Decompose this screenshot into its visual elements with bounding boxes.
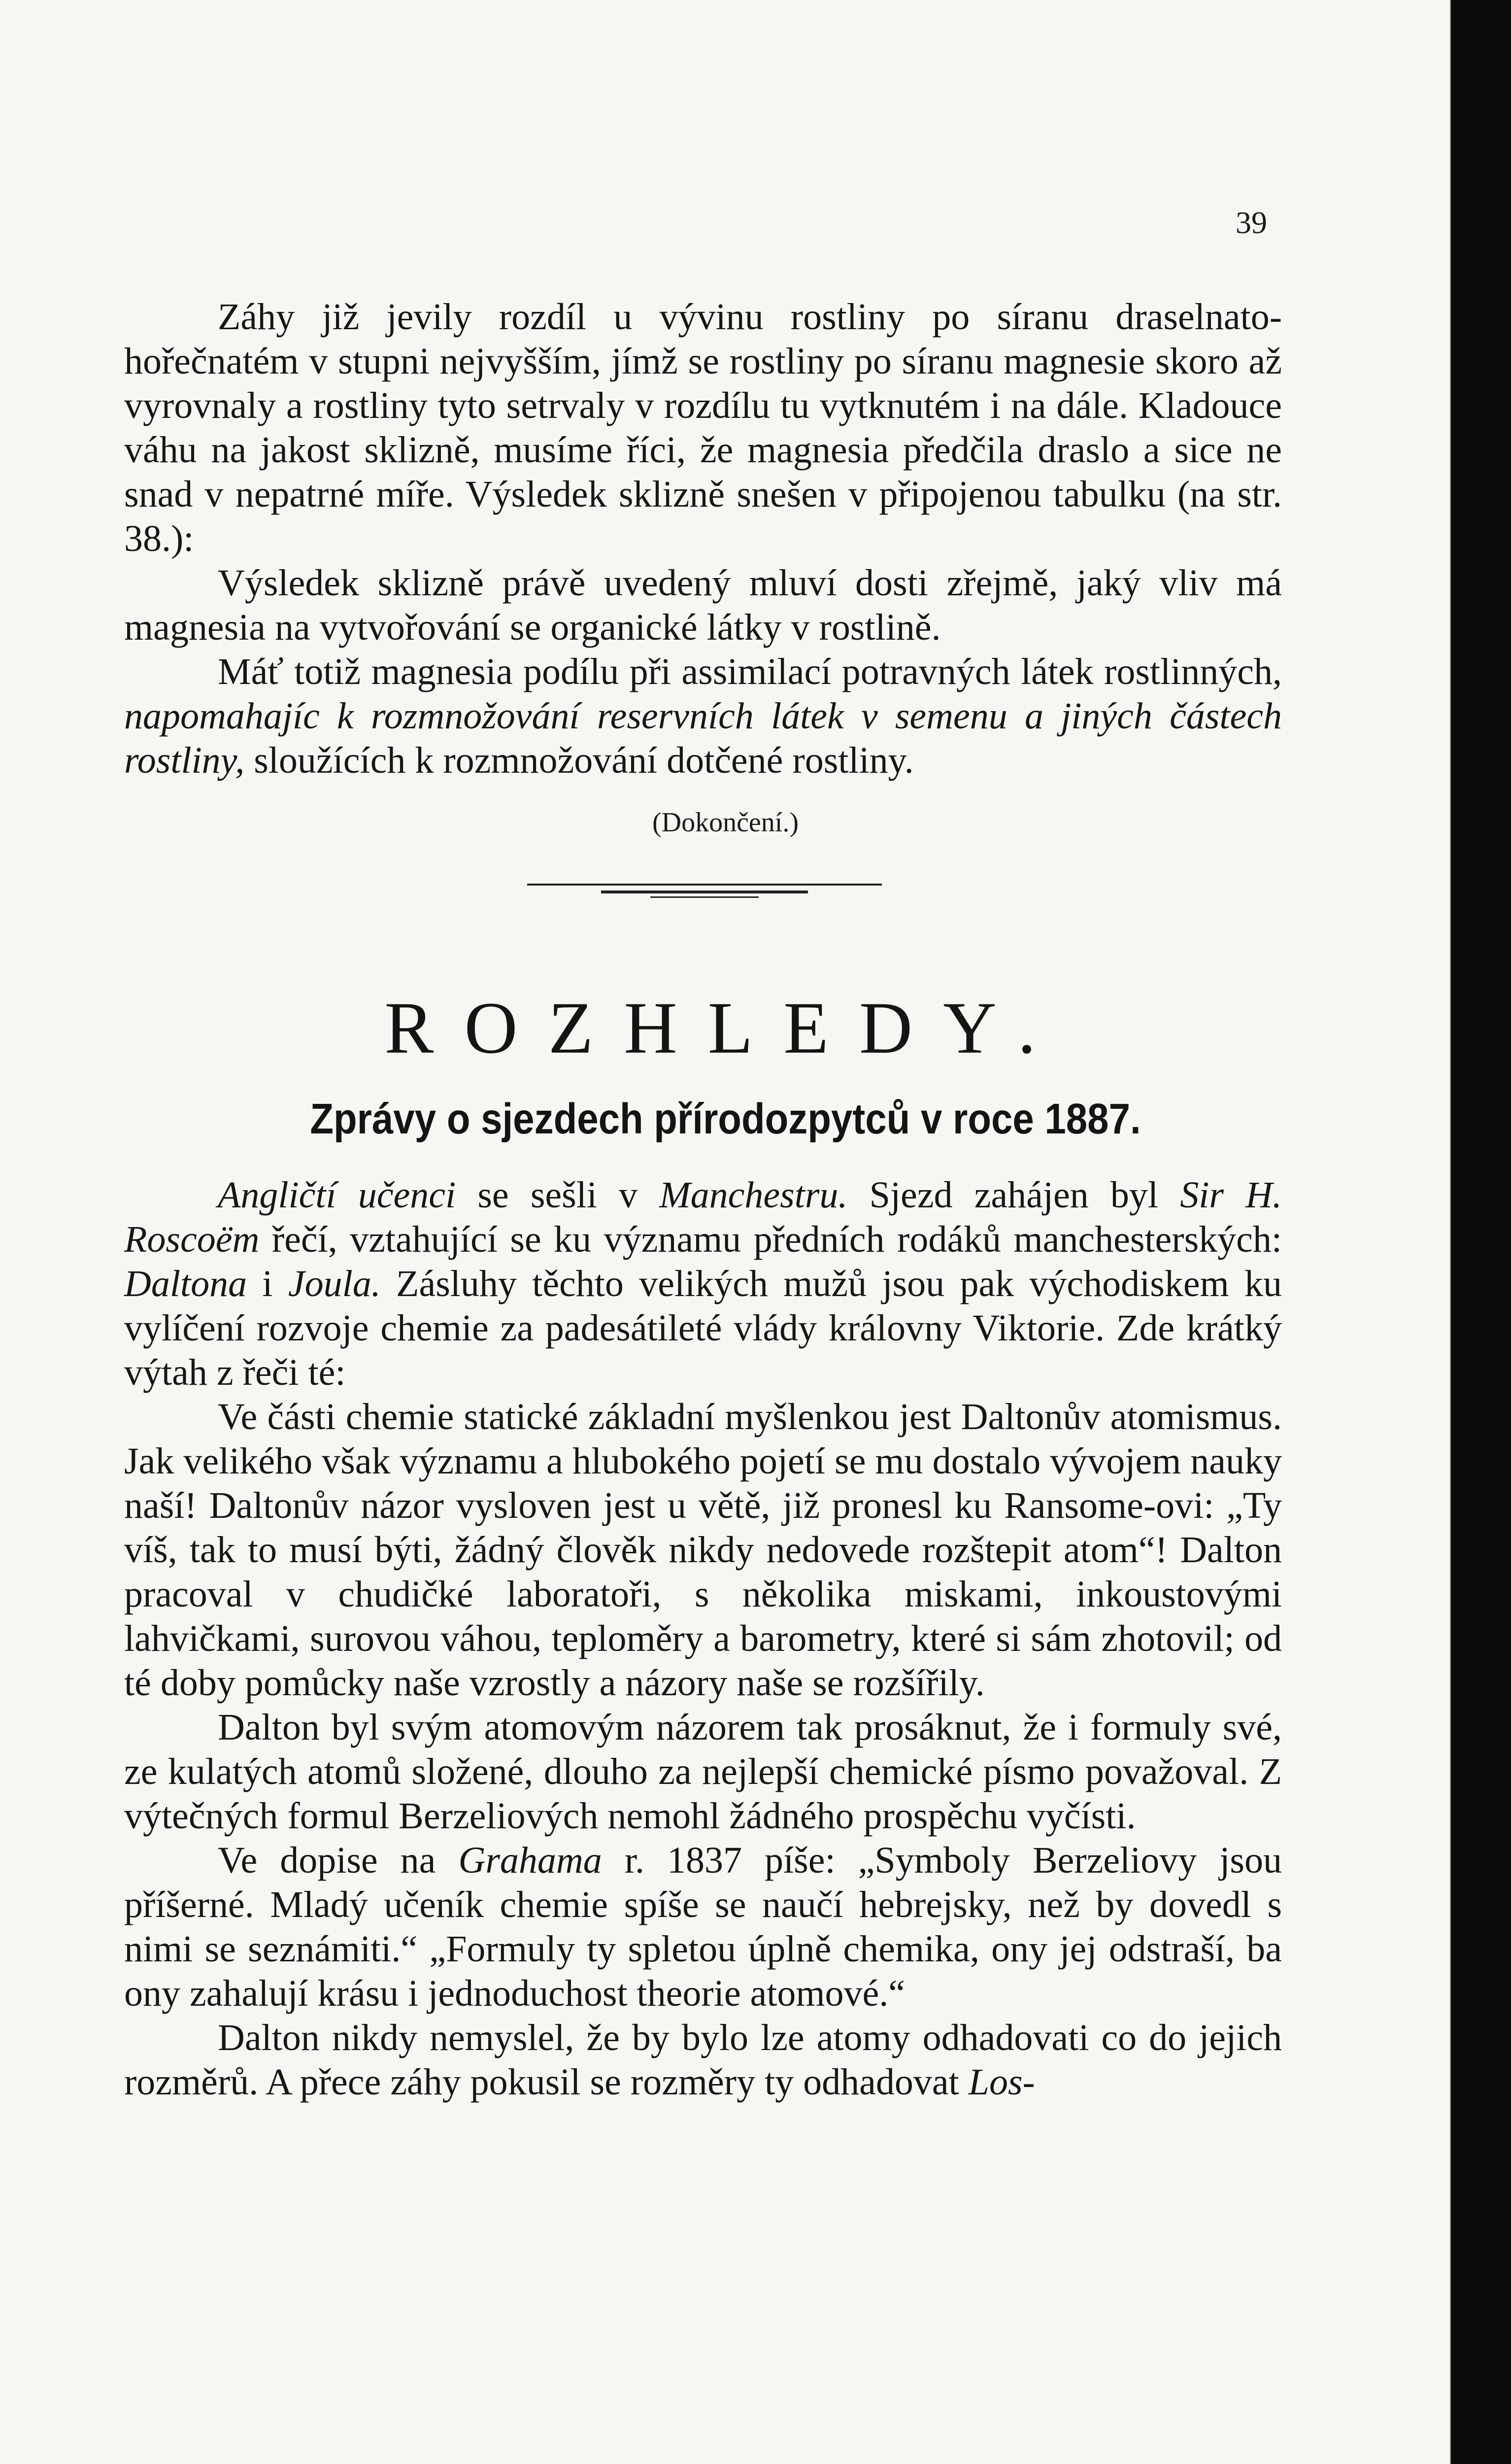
section-subtitle: Zprávy o sjezdech přírodozpytců v roce 1887. (310, 1094, 1141, 1143)
main-text-block (124, 1173, 1282, 2104)
section-divider (527, 879, 882, 898)
text-run: Sjezd zahájen byl (847, 1174, 1180, 1216)
italic-run: Manchestru. (659, 1174, 848, 1216)
italic-run: Grahama (458, 1840, 602, 1881)
paragraph (124, 1838, 1282, 2016)
page-number: 39 (1236, 205, 1267, 240)
text-run: i (247, 1263, 288, 1304)
text-run: se sešli v (456, 1174, 660, 1216)
section-title: ROZHLEDY. (384, 987, 1067, 1069)
italic-run: Joula. (288, 1263, 381, 1304)
continuation-note: (Dokončení.) (652, 807, 799, 838)
page-edge (1450, 0, 1451, 2464)
italic-run: napomahajíc k rozmnožování reservních látek v semenu a jiných částech rostliny, (124, 695, 1282, 781)
divider-line (527, 884, 882, 886)
italic-run: Angličtí učenci (218, 1174, 456, 1216)
text-run: Zásluhy těchto velikých mužů jsou pak východiskem ku vylíčení rozvoje chemie za padesátileté vlády královny Viktorie. Zde krátký výtah z řeči té: (124, 1263, 1282, 1393)
paragraph: Dalton byl svým atomovým názorem tak prosáknut, že i formuly své, ze kulatých atomů složené, dlouho za nejlepší chemické písmo považoval. Z výtečných formul Berzeliových nemohl žádného prospěchu vyčísti. (124, 1707, 1282, 1837)
text-run: Dalton nikdy nemyslel, že by bylo lze atomy odhadovati co do jejich rozměrů. A přece záhy pokusil se rozměry ty odhadovat (124, 2017, 1282, 2103)
text-run: Ve dopise na (218, 1840, 459, 1881)
text-run: řečí, vztahující se ku významu předních rodáků manchesterských: (259, 1219, 1282, 1260)
text-run: r. 1837 píše: „Symboly Berzeliovy jsou příšerné. Mladý učeník chemie spíše se naučí hebrejsky, než by dovedl s nimi se seznámiti.“ „Formuly ty spletou úplně chemika, ony jej odstraší, ba ony zahalují krásu i jednoduchost theorie atomové.“ (124, 1840, 1282, 2014)
divider-line (650, 896, 759, 898)
italic-run: Los- (968, 2061, 1035, 2103)
paragraph: Záhy již jevily rozdíl u vývinu rostliny po síranu draselnato-hořečnatém v stupni nejvyšším, jímž se rostliny po síranu magnesie skoro až vyrovnaly a rostliny tyto setrvaly v rozdílu tu vytknutém i na dále. Kladouce váhu na jakost sklizně, musíme říci, že magnesia předčila draslo a sice ne snad v nepatrné míře. Výsledek sklizně snešen v připojenou tabulku (na str. 38.): (124, 296, 1282, 559)
divider-line (601, 890, 808, 893)
paragraph (124, 1173, 1282, 1395)
paragraph: Výsledek sklizně právě uvedený mluví dosti zřejmě, jaký vliv má magnesia na vytvořování se organické látky v rostlině. (124, 562, 1282, 648)
top-text-block (124, 295, 1282, 783)
text-run: sloužících k rozmnožování dotčené rostliny. (244, 740, 914, 781)
paragraph (124, 650, 1282, 783)
paragraph (124, 2016, 1282, 2104)
italic-run: Daltona (124, 1263, 247, 1304)
italic-run: Sir H. Roscoëm (124, 1174, 1282, 1260)
paragraph: Ve části chemie statické základní myšlenkou jest Daltonův atomismus. Jak velikého však významu a hlubokého pojetí se mu dostalo vývojem nauky naší! Daltonův názor vysloven jest u větě, již pronesl ku Ransome-ovi: „Ty víš, tak to musí býti, žádný člověk nikdy nedovede rozštepit atom“! Dalton pracoval v chudičké laboratoři, s několika miskami, inkoustovými lahvičkami, surovou váhou, teploměry a barometry, které si sám zhotovil; od té doby pomůcky naše vzrostly a názory naše se rozšířily. (124, 1396, 1282, 1704)
text-run: Máť totiž magnesia podílu při assimilací potravných látek rostlinných, (218, 651, 1282, 692)
